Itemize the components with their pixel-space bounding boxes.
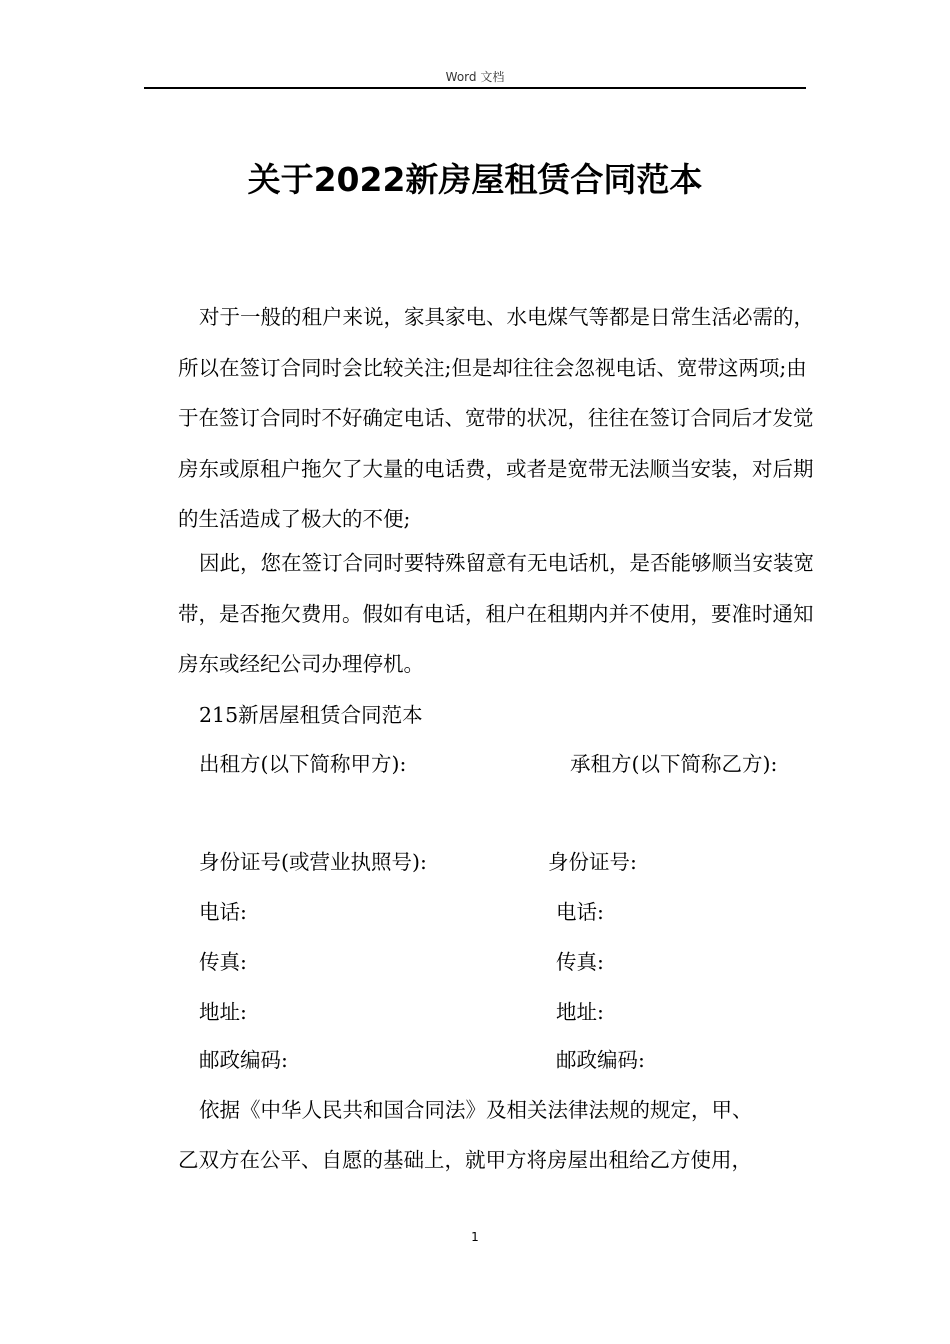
lessor-label: 出租方(以下简称甲方): <box>199 752 407 776</box>
lessee-phone-field: 电话: <box>556 900 604 924</box>
closing-line-1: 依据《中华人民共和国合同法》及相关法律法规的规定，甲、 <box>199 1098 753 1122</box>
contract-subtitle: 215新居屋租赁合同范本 <box>199 703 423 727</box>
intro-paragraph-text: 对于一般的租户来说，家具家电、水电煤气等都是日常生活必需的，所以在签订合同时会比较关注;但是却往往会忽视电话、宽带这两项;由于在签订合同时不好确定电话、宽带的状况，往往在签订合同后才发觉房东或原租户拖欠了大量的电话费，或者是宽带无法顺当安装，对后期的生活造成了极大的不便; <box>178 305 814 531</box>
lessor-address-field: 地址: <box>199 1000 247 1024</box>
lessor-id-field: 身份证号(或营业执照号): <box>199 850 427 874</box>
lessor-phone-field: 电话: <box>199 900 247 924</box>
lessee-label: 承租方(以下简称乙方): <box>570 752 778 776</box>
page-number: 1 <box>471 1230 479 1244</box>
document-title: 关于2022新房屋租赁合同范本 <box>247 160 703 199</box>
lessor-fax-field: 传真: <box>199 950 247 974</box>
header-label: Word 文档 <box>445 70 505 84</box>
lessee-address-field: 地址: <box>556 1000 604 1024</box>
intro-paragraph <box>178 292 818 545</box>
lessee-fax-field: 传真: <box>556 950 604 974</box>
lessee-postcode-field: 邮政编码: <box>556 1048 645 1072</box>
header-divider <box>144 87 806 89</box>
lessee-id-field: 身份证号: <box>548 850 637 874</box>
lessor-postcode-field: 邮政编码: <box>199 1048 288 1072</box>
closing-line-2: 乙双方在公平、自愿的基础上，就甲方将房屋出租给乙方使用， <box>178 1148 752 1172</box>
second-paragraph-text: 因此，您在签订合同时要特殊留意有无电话机，是否能够顺当安装宽带，是否拖欠费用。假如有电话，租户在租期内并不使用，要准时通知房东或经纪公司办理停机。 <box>178 551 814 676</box>
second-paragraph <box>178 538 818 690</box>
